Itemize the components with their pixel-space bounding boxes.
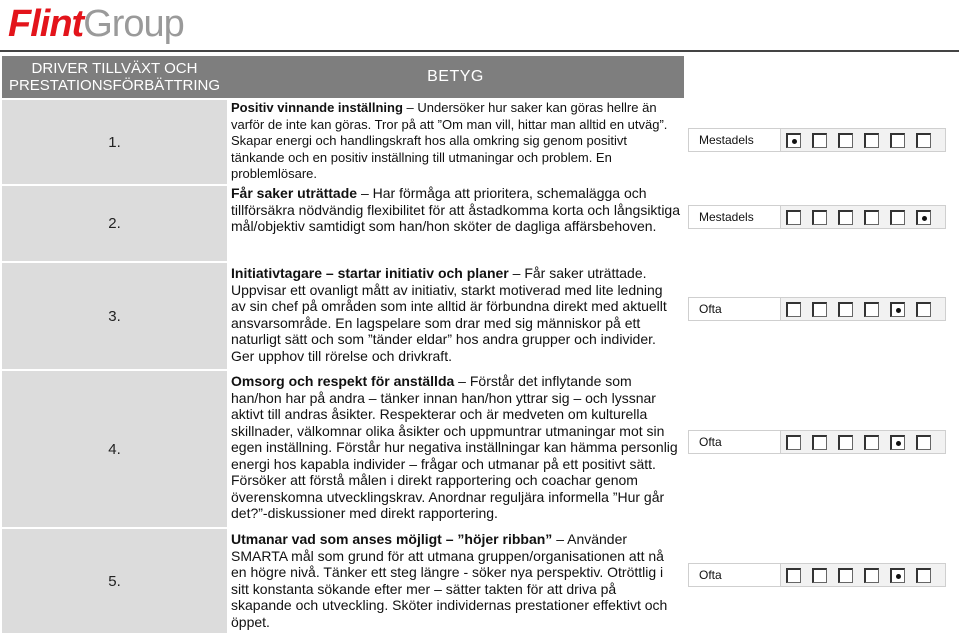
rating-radio[interactable] (890, 133, 905, 148)
rating-radio[interactable] (916, 133, 931, 148)
row-description-1 (227, 98, 684, 184)
left-column-header: DRIVER TILLVÄXT OCH PRESTATIONSFÖRBÄTTRING (2, 56, 227, 98)
rating-radio[interactable] (916, 435, 931, 450)
rating-boxes-3 (781, 302, 931, 317)
row-text-5: – Använder SMARTA mål som grund för att utmana gruppen/organisationen att nå en högre nivå. Tänker ett steg längre - söker nya perspektiv. Otröttlig i sitt konstanta sökande efter mer – sätter takten för att driva på skapande och utveckling. Sköter individernas prestationer effektivt och öppet. (231, 531, 668, 630)
logo-flint-text: Flint (8, 3, 84, 45)
rating-radio[interactable] (812, 568, 827, 583)
row-description-2 (227, 184, 684, 261)
betyg-header: BETYG (227, 56, 684, 98)
rating-radio[interactable] (864, 568, 879, 583)
rating-row-3 (688, 297, 946, 321)
rating-radio[interactable] (838, 435, 853, 450)
rating-radio[interactable] (890, 302, 905, 317)
row-description-5 (227, 527, 684, 633)
row-title-1: Positiv vinnande inställning (231, 100, 403, 115)
row-title-4: Omsorg och respekt för anställda (231, 373, 455, 389)
left-column (2, 56, 227, 633)
rating-radio[interactable] (864, 210, 879, 225)
row-title-3: Initiativtagare – startar initiativ och planer (231, 265, 509, 281)
rating-radio[interactable] (916, 568, 931, 583)
rating-select-5[interactable]: Ofta (689, 564, 781, 586)
rating-radio[interactable] (890, 568, 905, 583)
rating-radio[interactable] (812, 435, 827, 450)
row-description-4 (227, 369, 684, 527)
row-description-3 (227, 261, 684, 369)
rating-radio[interactable] (812, 133, 827, 148)
rating-radio[interactable] (838, 133, 853, 148)
rating-radio[interactable] (812, 302, 827, 317)
rating-radio[interactable] (916, 302, 931, 317)
rating-select-4[interactable]: Ofta (689, 431, 781, 453)
row-number-4: 4. (2, 369, 227, 527)
rating-boxes-5 (781, 568, 931, 583)
row-number-5: 5. (2, 527, 227, 633)
rating-radio[interactable] (838, 302, 853, 317)
rating-select-1[interactable]: Mestadels (689, 129, 781, 151)
rating-radio[interactable] (786, 435, 801, 450)
rating-radio[interactable] (786, 133, 801, 148)
logo-group-text: Group (83, 3, 184, 45)
rating-radio[interactable] (786, 302, 801, 317)
flint-group-logo (8, 0, 184, 44)
row-text-1: – Undersöker hur saker kan göras hellre än varför de inte kan göras. Tror på att ”Om man vill, hittar man alltid en utväg”. Skapar energi och handlingskraft hos alla omkring sig genom positivt tänkande och en positiv inställning till utmaningar och problem. En problemlösare. (231, 100, 668, 181)
row-text-3: – Får saker uträttade. Uppvisar ett ovanligt mått av initiativ, starkt motiverad med lite ledning av sin chef på områden som inte alltid är förbundna direkt med aktuellt ansvarsområde. En lagspelare som drar med sig människor på ett naturligt sätt och som ”tänder eldar” hos andra grupper och individer. Ger upphov till rörelse och drivkraft. (231, 265, 667, 364)
row-title-2: Får saker uträttade (231, 185, 358, 201)
rating-select-3[interactable]: Ofta (689, 298, 781, 320)
rating-radio[interactable] (916, 210, 931, 225)
rating-radio[interactable] (864, 302, 879, 317)
rating-radio[interactable] (864, 133, 879, 148)
rating-row-2 (688, 205, 946, 229)
rating-radio[interactable] (786, 210, 801, 225)
row-title-5: Utmanar vad som anses möjligt – ”höjer ribban” (231, 531, 553, 547)
rating-boxes-2 (781, 210, 931, 225)
rating-boxes-4 (781, 435, 931, 450)
rating-radio[interactable] (890, 210, 905, 225)
rating-radio[interactable] (812, 210, 827, 225)
rating-radio[interactable] (838, 568, 853, 583)
rating-boxes-1 (781, 133, 931, 148)
rating-row-5 (688, 563, 946, 587)
row-number-2: 2. (2, 184, 227, 261)
rating-row-1 (688, 128, 946, 152)
header-divider (0, 50, 959, 52)
row-number-1: 1. (2, 98, 227, 184)
rating-row-4 (688, 430, 946, 454)
row-text-4: – Förstår det inflytande som han/hon har på andra – tänker innan han/hon yttrar sig – och lyssnar aktivt till andras åsikter. Respekterar och är medveten om kulturella skillnader, välkomnar olika åsikter och uppmuntrar utmaningar mot sin egen inställning. Förstår hur negativa inställningar kan hämma personlig energi hos kapabla individer – frågar och utmanar på ett positivt sätt. Försöker att förstå målen i direkt rapportering och coachar genom överenskomna utvecklingskrav. Anordnar reguljära informella ”Hur går det?”-diskussioner med direkt rapportering. (231, 373, 678, 521)
rating-radio[interactable] (890, 435, 905, 450)
rating-radio[interactable] (864, 435, 879, 450)
rating-select-2[interactable]: Mestadels (689, 206, 781, 228)
rating-radio[interactable] (786, 568, 801, 583)
row-text-2: – Har förmåga att prioritera, schemalägga och tillförsäkra nödvändig flexibilitet för att åstadkomma korta och långsiktiga mål/objektiv samtidigt som han/hon sköter de dagliga affärsbehoven. (231, 185, 680, 234)
row-number-3: 3. (2, 261, 227, 369)
rating-radio[interactable] (838, 210, 853, 225)
description-column (227, 56, 684, 633)
